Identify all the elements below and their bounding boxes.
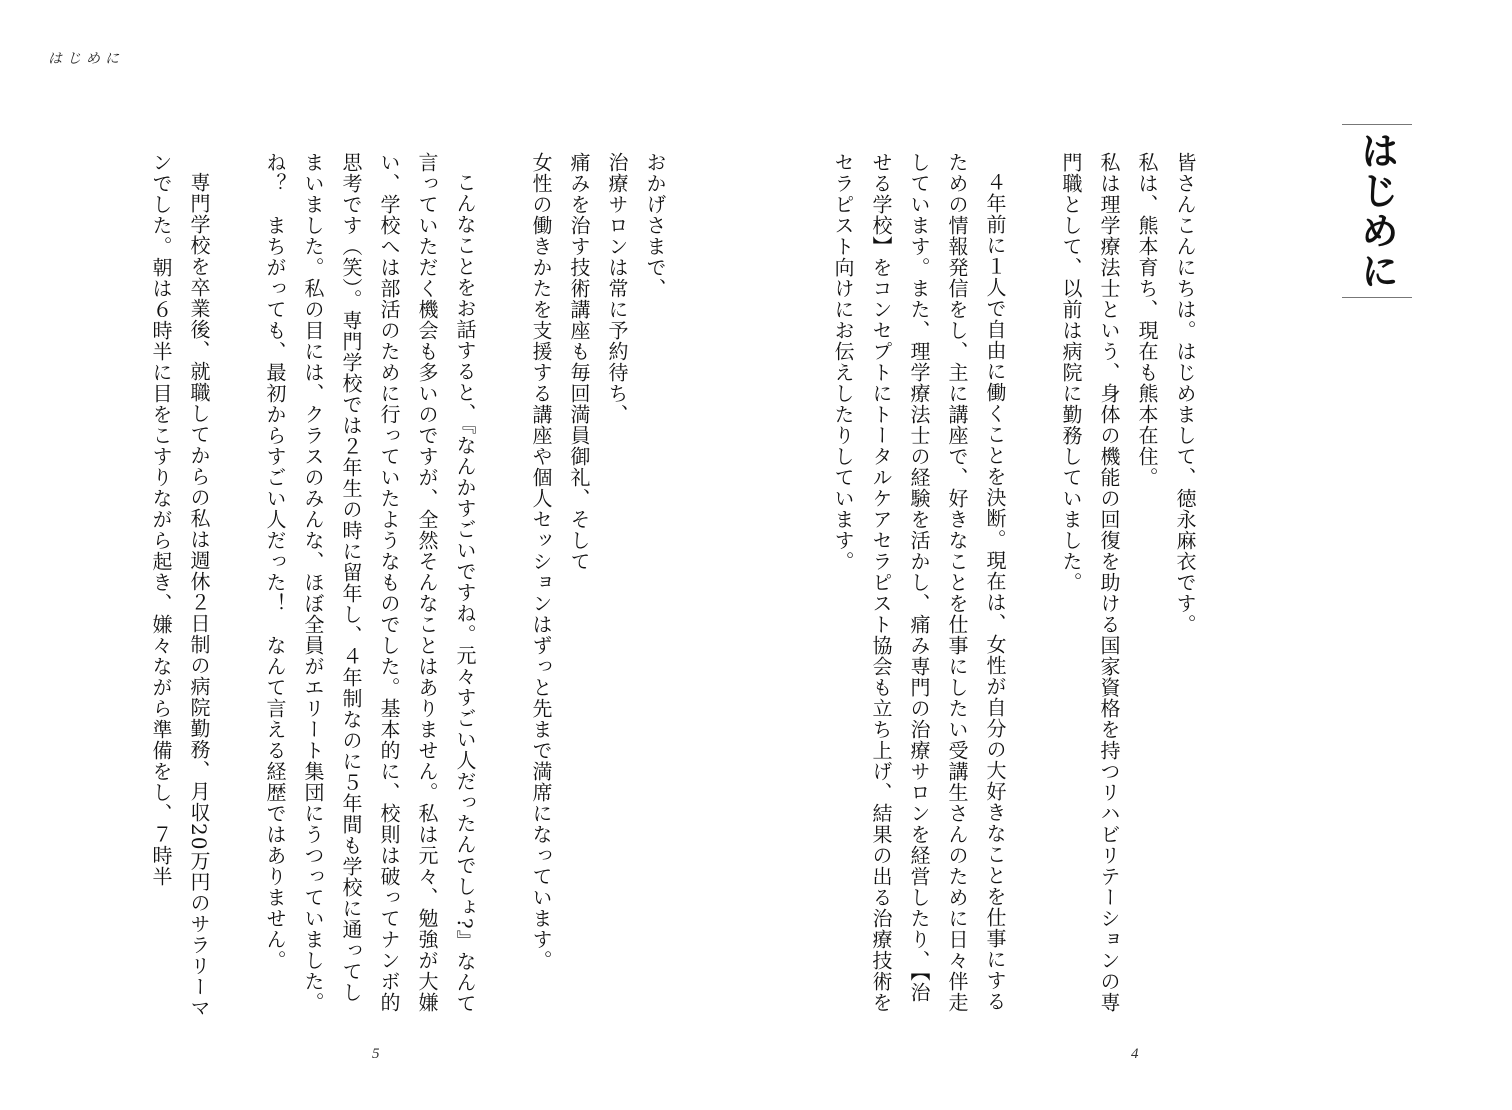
page-number: 4: [1131, 1046, 1139, 1062]
paragraph: 私は理学療法士という、身体の機能の回復を助ける国家資格を持つリハビリテーションの専門職として、以前は病院に勤務していました。: [1059, 152, 1121, 1013]
paragraph: 女性の働きかたを支援する講座や個人セッションはずっと先まで満席になっています。: [529, 152, 553, 971]
paragraph-gap: [1014, 152, 1052, 1022]
paragraph: ね？ まちがっても、最初からすごい人だった！ なんて言える経歴ではありません。: [263, 152, 287, 971]
page-number: 5: [372, 1046, 380, 1062]
right-page: [756, 0, 1512, 1110]
paragraph: こんなことをお話すると、『なんかすごいですね。元々すごい人だったんでしょ?』なんて言っていただく機会も多いのですが、全然そんなことはありません。私は元々、勉強が大嫌い、学校へは部活のために行っていたようなものでした。基本的に、校則は破ってナンボ的思考です（笑）。専門学校では２年生の時に留年し、４年制なのに５年間も学校に通ってしまいました。私の目には、クラスのみんな、ほぼ全員がエリート集団にうつっていました。: [301, 152, 477, 1014]
paragraph-gap: [484, 152, 522, 1022]
left-page-body: [149, 152, 674, 1022]
paragraph: 治療サロンは常に予約待ち、: [605, 152, 629, 425]
chapter-title: [1342, 124, 1412, 298]
paragraph: ４年前に１人で自由に働くことを決断。現在は、女性が自分の大好きなことを仕事にするための情報発信をし、主に講座で、好きなことを仕事にしたい受講生さんのために日々伴走しています。また、理学療法士の経験を活かし、痛み専門の治療サロンを経営したり、【治せる学校】をコンセプトにトータルケアセラピスト協会も立ち上げ、結果の出る治療技術をセラピスト向けにお伝えしたりしています。: [831, 152, 1007, 1013]
paragraph: 私は、熊本育ち、現在も熊本在住。: [1135, 152, 1159, 488]
paragraph: おかげさまで、: [643, 152, 667, 299]
running-head: はじめに: [48, 51, 124, 67]
paragraph: 皆さんこんにちは。はじめまして、徳永麻衣です。: [1173, 152, 1197, 635]
paragraph-gap: [218, 152, 256, 1022]
chapter-title-text: はじめに: [1354, 131, 1399, 291]
paragraph: 痛みを治す技術講座も毎回満員御礼、そして: [567, 152, 591, 572]
right-page-body: [794, 152, 1204, 1022]
paragraph: 専門学校を卒業後、就職してからの私は週休２日制の病院勤務、月収20万円のサラリーマンでした。朝は６時半に目をこすりながら起き、嫌々ながら準備をし、７時半: [149, 152, 211, 1019]
